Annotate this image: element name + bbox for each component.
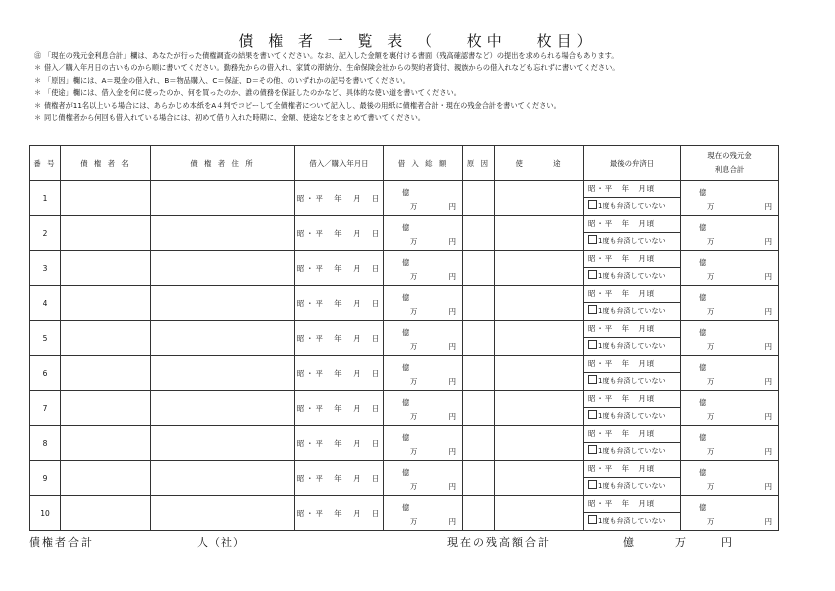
oku-unit: 億 (699, 363, 707, 372)
instruction-note (34, 75, 794, 87)
table-row (30, 461, 779, 496)
borrow-amount-field[interactable] (384, 426, 463, 461)
header-address: 債 権 者 住 所 (151, 146, 295, 181)
total-en-unit: 円 (721, 536, 734, 549)
unpaid-label: 1度も弁済していない (598, 517, 666, 525)
en-unit: 円 (764, 412, 772, 421)
header-name: 債 権 者 名 (61, 146, 151, 181)
en-unit: 円 (764, 377, 772, 386)
en-unit: 円 (764, 307, 772, 316)
use-field[interactable] (495, 286, 584, 321)
man-unit: 万 (707, 447, 715, 456)
borrow-date-field[interactable]: 昭・平 年 月 日 (295, 216, 384, 251)
oku-unit: 億 (699, 468, 707, 477)
man-unit: 万 (707, 307, 715, 316)
cause-field[interactable] (463, 426, 495, 461)
note-marker: ＊ (34, 88, 42, 98)
man-unit: 万 (410, 202, 418, 211)
note-text: 借入／購入年月日の古いものから順に書いてください。勤務先からの借入れ、家賃の滞納分、生命保険会社からの契約者貸付、親族からの借入れなども忘れずに書いてください。 (44, 63, 620, 73)
header-cause: 原 因 (463, 146, 495, 181)
last-payment-field[interactable] (584, 251, 681, 286)
table-row (30, 286, 779, 321)
en-unit: 円 (448, 202, 456, 211)
last-payment-date: 昭・平 年 月頃 (584, 356, 680, 373)
table-row (30, 251, 779, 286)
unpaid-checkbox[interactable] (588, 235, 597, 244)
creditor-address-field[interactable] (151, 321, 295, 356)
borrow-amount-field[interactable] (384, 391, 463, 426)
instruction-note (34, 62, 794, 74)
use-field[interactable] (495, 391, 584, 426)
instructions (34, 50, 794, 124)
last-payment-field[interactable] (584, 181, 681, 216)
en-unit: 円 (764, 272, 772, 281)
note-text: 「原因」欄には、A＝現金の借入れ、B＝物品購入、C＝保証、D＝その他、のいずれかの記号を書いてください。 (44, 75, 410, 85)
table-row (30, 181, 779, 216)
creditor-address-field[interactable] (151, 181, 295, 216)
unpaid-label: 1度も弁済していない (598, 202, 666, 210)
cause-field[interactable] (463, 286, 495, 321)
last-payment-date: 昭・平 年 月頃 (584, 251, 680, 268)
page-title: 債 権 者 一 覧 表 （ 枚中 枚目） (238, 32, 597, 50)
borrow-amount-field[interactable] (384, 286, 463, 321)
table-row (30, 356, 779, 391)
borrow-amount-field[interactable] (384, 216, 463, 251)
en-unit: 円 (448, 412, 456, 421)
oku-unit: 億 (699, 258, 707, 267)
man-unit: 万 (707, 342, 715, 351)
last-payment-date: 昭・平 年 月頃 (584, 181, 680, 198)
note-marker: ＊ (34, 75, 42, 85)
en-unit: 円 (448, 482, 456, 491)
cause-field[interactable] (463, 251, 495, 286)
instruction-note (34, 50, 794, 62)
note-text: 債権者が11名以上いる場合には、あらかじめ本紙をA４判でコピーして全債権者について記入し、最後の用紙に債権者合計・現在の残金合計を書いてください。 (44, 100, 561, 110)
en-unit: 円 (764, 447, 772, 456)
creditor-address-field[interactable] (151, 216, 295, 251)
cause-field[interactable] (463, 391, 495, 426)
note-marker: ＊ (34, 100, 42, 110)
balance-field[interactable] (681, 391, 779, 426)
man-unit: 万 (707, 517, 715, 526)
last-payment-date: 昭・平 年 月頃 (584, 216, 680, 233)
last-payment-date: 昭・平 年 月頃 (584, 286, 680, 303)
persons-unit: 人（社） (197, 536, 245, 549)
en-unit: 円 (764, 237, 772, 246)
unpaid-label: 1度も弁済していない (598, 237, 666, 245)
man-unit: 万 (707, 202, 715, 211)
balance-field[interactable] (681, 251, 779, 286)
header-balance (681, 146, 779, 181)
header-balance-line1: 現在の残元金 (707, 151, 752, 160)
last-payment-date: 昭・平 年 月頃 (584, 461, 680, 478)
borrow-date-field[interactable]: 昭・平 年 月 日 (295, 286, 384, 321)
cause-field[interactable] (463, 321, 495, 356)
note-marker: ＊ (34, 63, 42, 73)
creditor-address-field[interactable] (151, 461, 295, 496)
unpaid-checkbox[interactable] (588, 270, 597, 279)
creditor-address-field[interactable] (151, 356, 295, 391)
header-no: 番 号 (30, 146, 61, 181)
man-unit: 万 (410, 307, 418, 316)
unpaid-label: 1度も弁済していない (598, 412, 666, 420)
total-oku-unit: 億 (623, 536, 636, 549)
creditor-name-field[interactable] (61, 426, 151, 461)
en-unit: 円 (448, 272, 456, 281)
creditor-name-field[interactable] (61, 286, 151, 321)
unpaid-label: 1度も弁済していない (598, 342, 666, 350)
balance-field[interactable] (681, 461, 779, 496)
borrow-date-field[interactable]: 昭・平 年 月 日 (295, 461, 384, 496)
last-payment-date: 昭・平 年 月頃 (584, 426, 680, 443)
man-unit: 万 (410, 447, 418, 456)
total-man-unit: 万 (675, 536, 688, 549)
balance-field[interactable] (681, 216, 779, 251)
instruction-note (34, 100, 794, 112)
balance-field[interactable] (681, 426, 779, 461)
man-unit: 万 (707, 482, 715, 491)
header-last-payment: 最後の弁済日 (584, 146, 681, 181)
en-unit: 円 (448, 377, 456, 386)
last-payment-field[interactable] (584, 286, 681, 321)
creditor-name-field[interactable] (61, 251, 151, 286)
borrow-amount-field[interactable] (384, 181, 463, 216)
row-number: 6 (30, 356, 61, 391)
creditor-total-label: 債権者合計 (29, 536, 94, 549)
creditor-address-field[interactable] (151, 391, 295, 426)
oku-unit: 億 (402, 258, 410, 267)
cause-field[interactable] (463, 181, 495, 216)
oku-unit: 億 (699, 223, 707, 232)
cause-field[interactable] (463, 356, 495, 391)
oku-unit: 億 (402, 223, 410, 232)
row-number: 4 (30, 286, 61, 321)
creditor-table (29, 145, 779, 531)
cause-field[interactable] (463, 216, 495, 251)
note-text: 同じ債権者から何回も借入れている場合には、初めて借り入れた時期に、金額、使途などをまとめて書いてください。 (44, 113, 425, 123)
man-unit: 万 (707, 272, 715, 281)
unpaid-checkbox[interactable] (588, 445, 597, 454)
creditor-name-field[interactable] (61, 181, 151, 216)
borrow-amount-field[interactable] (384, 461, 463, 496)
header-balance-line2: 利息合計 (714, 165, 745, 174)
borrow-amount-field[interactable] (384, 251, 463, 286)
oku-unit: 億 (402, 293, 410, 302)
last-payment-field[interactable] (584, 461, 681, 496)
last-payment-field[interactable] (584, 321, 681, 356)
man-unit: 万 (410, 342, 418, 351)
en-unit: 円 (764, 482, 772, 491)
oku-unit: 億 (402, 433, 410, 442)
borrow-date-field[interactable]: 昭・平 年 月 日 (295, 496, 384, 531)
unpaid-checkbox[interactable] (588, 410, 597, 419)
table-row (30, 391, 779, 426)
instruction-note (34, 87, 794, 99)
borrow-date-field[interactable]: 昭・平 年 月 日 (295, 391, 384, 426)
note-text: 「使途」欄には、借入金を何に使ったのか、何を買ったのか、誰の債務を保証したのかなど、具体的な使い道を書いてください。 (44, 88, 461, 98)
en-unit: 円 (448, 237, 456, 246)
oku-unit: 億 (699, 503, 707, 512)
use-field[interactable] (495, 426, 584, 461)
man-unit: 万 (410, 412, 418, 421)
en-unit: 円 (448, 307, 456, 316)
creditor-name-field[interactable] (61, 321, 151, 356)
creditor-address-field[interactable] (151, 426, 295, 461)
creditor-name-field[interactable] (61, 461, 151, 496)
table-row (30, 426, 779, 461)
creditor-address-field[interactable] (151, 286, 295, 321)
row-number: 3 (30, 251, 61, 286)
en-unit: 円 (448, 517, 456, 526)
row-number: 9 (30, 461, 61, 496)
balance-field[interactable] (681, 181, 779, 216)
oku-unit: 億 (402, 328, 410, 337)
borrow-date-field[interactable]: 昭・平 年 月 日 (295, 426, 384, 461)
en-unit: 円 (448, 342, 456, 351)
balance-total-label: 現在の残高額合計 (447, 536, 551, 549)
header-use: 使 途 (495, 146, 584, 181)
last-payment-field[interactable] (584, 356, 681, 391)
last-payment-date: 昭・平 年 月頃 (584, 391, 680, 408)
creditor-name-field[interactable] (61, 391, 151, 426)
row-number: 5 (30, 321, 61, 356)
row-number: 8 (30, 426, 61, 461)
unpaid-checkbox[interactable] (588, 200, 597, 209)
creditor-name-field[interactable] (61, 356, 151, 391)
man-unit: 万 (707, 237, 715, 246)
last-payment-date: 昭・平 年 月頃 (584, 321, 680, 338)
use-field[interactable] (495, 216, 584, 251)
man-unit: 万 (410, 517, 418, 526)
row-number: 1 (30, 181, 61, 216)
last-payment-field[interactable] (584, 426, 681, 461)
use-field[interactable] (495, 461, 584, 496)
unpaid-label: 1度も弁済していない (598, 307, 666, 315)
borrow-amount-field[interactable] (384, 321, 463, 356)
unpaid-label: 1度も弁済していない (598, 272, 666, 280)
balance-field[interactable] (681, 286, 779, 321)
note-marker: ＊ (34, 113, 42, 123)
row-number: 2 (30, 216, 61, 251)
man-unit: 万 (707, 412, 715, 421)
borrow-date-field[interactable]: 昭・平 年 月 日 (295, 321, 384, 356)
header-row (30, 146, 779, 181)
unpaid-label: 1度も弁済していない (598, 447, 666, 455)
note-text: 「現在の残元金利息合計」欄は、あなたが行った債権調査の結果を書いてください。なお、記入した金額を裏付ける書面（残高確認書など）の提出を求められる場合もあります。 (44, 51, 619, 60)
oku-unit: 億 (699, 328, 707, 337)
cause-field[interactable] (463, 461, 495, 496)
last-payment-field[interactable] (584, 216, 681, 251)
oku-unit: 億 (402, 363, 410, 372)
en-unit: 円 (448, 447, 456, 456)
borrow-date-field[interactable]: 昭・平 年 月 日 (295, 181, 384, 216)
row-number: 7 (30, 391, 61, 426)
oku-unit: 億 (699, 398, 707, 407)
last-payment-field[interactable] (584, 391, 681, 426)
use-field[interactable] (495, 181, 584, 216)
oku-unit: 億 (699, 433, 707, 442)
unpaid-label: 1度も弁済していない (598, 482, 666, 490)
oku-unit: 億 (402, 503, 410, 512)
use-field[interactable] (495, 321, 584, 356)
header-amount: 借 入 総 額 (384, 146, 463, 181)
instruction-note (34, 112, 794, 124)
unpaid-checkbox[interactable] (588, 305, 597, 314)
balance-field[interactable] (681, 356, 779, 391)
en-unit: 円 (764, 342, 772, 351)
man-unit: 万 (410, 272, 418, 281)
row-number: 10 (30, 496, 61, 531)
unpaid-label: 1度も弁済していない (598, 377, 666, 385)
en-unit: 円 (764, 202, 772, 211)
totals-row (29, 523, 778, 559)
creditor-address-field[interactable] (151, 251, 295, 286)
oku-unit: 億 (402, 188, 410, 197)
balance-field[interactable] (681, 321, 779, 356)
man-unit: 万 (410, 237, 418, 246)
borrow-date-field[interactable]: 昭・平 年 月 日 (295, 356, 384, 391)
unpaid-checkbox[interactable] (588, 375, 597, 384)
man-unit: 万 (410, 377, 418, 386)
table-row (30, 321, 779, 356)
creditor-name-field[interactable] (61, 216, 151, 251)
unpaid-checkbox[interactable] (588, 480, 597, 489)
borrow-date-field[interactable]: 昭・平 年 月 日 (295, 251, 384, 286)
table-row (30, 216, 779, 251)
oku-unit: 億 (402, 468, 410, 477)
unpaid-checkbox[interactable] (588, 340, 597, 349)
man-unit: 万 (410, 482, 418, 491)
last-payment-date: 昭・平 年 月頃 (584, 496, 680, 513)
man-unit: 万 (707, 377, 715, 386)
oku-unit: 億 (699, 188, 707, 197)
note-marker: ㊟ (34, 51, 42, 60)
en-unit: 円 (764, 517, 772, 526)
use-field[interactable] (495, 356, 584, 391)
header-date: 借入／購入年月日 (295, 146, 384, 181)
oku-unit: 億 (699, 293, 707, 302)
borrow-amount-field[interactable] (384, 356, 463, 391)
oku-unit: 億 (402, 398, 410, 407)
use-field[interactable] (495, 251, 584, 286)
